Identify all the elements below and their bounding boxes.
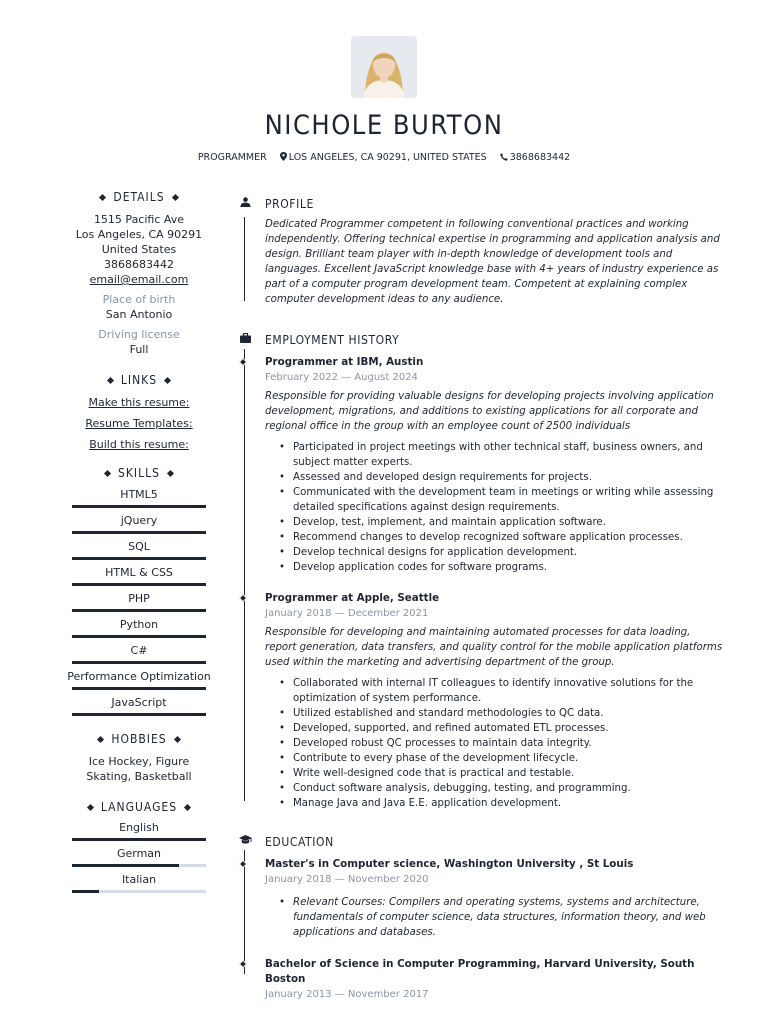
link-build-resume[interactable]: Build this resume: [89,438,189,451]
profile-photo [351,36,417,98]
skill-level-fill [72,635,206,638]
skill-item [64,614,214,640]
candidate-name: NICHOLE BURTON [264,110,504,141]
skill-level-bar [72,557,206,560]
profile-heading: PROFILE [265,195,724,213]
job-summary: Responsible for developing and maintaining automated processes for data loading, report generation, data transfers, and quality control for the mobile application platforms used within the marketing and advertising department of the group. [265,627,723,668]
briefcase-icon [234,333,256,343]
language-level-bar [72,864,206,867]
graduation-cap-icon [234,835,256,845]
skill-level-bar [72,713,206,716]
job-bullet: • Developed robust QC processes to maintain data integrity. [279,736,724,751]
location: LOS ANGELES, CA 90291, UNITED STATES [280,152,487,163]
sidebar [64,190,214,895]
diamond-icon [184,804,191,811]
skill-level-bar [72,687,206,690]
phone: 3868683442 [500,152,570,163]
skill-level-fill [72,505,206,508]
skill-level-fill [72,687,206,690]
job-bullet: • Participated in project meetings with other technical staff, business owners, and subject matter experts. [279,440,724,470]
job-bullet: • Develop, test, implement, and maintain application software. [279,515,724,530]
job-dates: February 2022 — August 2024 [265,372,418,383]
courses-list [279,895,724,940]
diamond-icon [172,194,179,201]
skill-level-fill [72,713,206,716]
skill-level-fill [72,661,206,664]
job-bullet: • Collaborated with internal IT colleagues to identify innovative solutions for the optimization of system performance. [279,676,724,706]
job-bullet: • Contribute to every phase of the development lifecycle. [279,751,724,766]
job-entry [265,355,724,575]
diamond-icon [107,377,114,384]
diamond-icon [99,194,106,201]
skill-level-bar [72,531,206,534]
skill-name: JavaScript [111,696,167,709]
skill-level-fill [72,609,206,612]
skill-level-bar [72,583,206,586]
link-make-resume[interactable]: Make this resume: [88,396,190,409]
skill-item [64,692,214,718]
job-bullet: • Manage Java and Java E.E. application development. [279,796,724,811]
email-link[interactable]: email@email.com [89,273,189,286]
skill-level-fill [72,531,206,534]
skill-item [64,666,214,692]
job-bullet: • Assessed and developed design requirements for projects. [279,470,724,485]
job-bullet: • Write well-designed code that is practical and testable. [279,766,724,781]
skill-item [64,588,214,614]
skills-list [64,484,214,718]
skills-heading: SKILLS [64,466,214,481]
phone-line: 3868683442 [104,258,174,271]
education-section [234,833,724,1002]
diamond-icon [174,736,181,743]
birth-value: San Antonio [105,308,173,321]
details-heading: DETAILS [64,190,214,205]
main-content [234,195,724,1002]
hobbies-text: Ice Hockey, Figure Skating, Basketball [86,755,192,783]
address-line: 1515 Pacific Ave [93,213,185,226]
degree-title: Master's in Computer science, Washington University , St Louis [265,857,724,872]
employment-heading: EMPLOYMENT HISTORY [265,331,724,349]
education-item [265,857,724,940]
skill-level-bar [72,661,206,664]
job-bullet: • Developed, supported, and refined automated ETL processes. [279,721,724,736]
language-level-fill [72,890,99,893]
profile-text: Dedicated Programmer competent in following conventional practices and working independently. Offering technical expertise in programming and application analysis and design. Brilliant team player with in-depth knowledge of development tools and languages. Excellent JavaScript knowledge base with 4+ years of industry experience as part of a computer program development team. Competent at explaining complex computer development ideas to any audience. [265,219,720,305]
language-item [64,869,214,895]
education-heading: EDUCATION [265,833,724,851]
languages-list [64,817,214,895]
skill-item [64,484,214,510]
job-bullet: • Develop technical designs for application development. [279,545,724,560]
timeline-dot [239,358,247,366]
license-label: Driving license [98,328,180,341]
skill-name: HTML5 [120,488,158,501]
employment-section [234,331,724,811]
job-dates: January 2018 — December 2021 [265,608,429,619]
skill-name: PHP [128,592,150,605]
job-bullet: • Utilized established and standard methodologies to QC data. [279,706,724,721]
timeline-dot [239,860,247,868]
job-bullet: • Develop application codes for software programs. [279,560,724,575]
language-name: English [119,821,159,834]
language-item [64,817,214,843]
skill-name: C# [130,644,148,657]
diamond-icon [104,470,111,477]
profile-section [234,195,724,307]
skill-level-bar [72,505,206,508]
skill-name: Python [119,618,159,631]
skill-item [64,536,214,562]
diamond-icon [167,470,174,477]
diamond-icon [97,736,104,743]
job-title: Programmer at Apple, Seattle [265,591,724,606]
skill-name: HTML & CSS [105,566,173,579]
person-icon [234,197,256,207]
job-bullet: • Communicated with the development team in meetings or writing while assessing detailed specifications against design requirements. [279,485,724,515]
languages-heading: LANGUAGES [64,800,214,815]
diamond-icon [87,804,94,811]
language-name: Italian [121,873,157,886]
language-level-bar [72,890,206,893]
skill-name: SQL [128,540,150,553]
job-entry [265,591,724,811]
skill-name: Performance Optimization [67,670,211,683]
skill-name: jQuery [120,514,158,527]
degree-dates: January 2018 — November 2020 [265,874,429,885]
links-heading: LINKS [64,373,214,388]
diamond-icon [164,377,171,384]
language-name: German [116,847,162,860]
courses-item: • Relevant Courses: Compilers and operating systems, systems and architecture, fundamentals of computer science, data structures, information theory, and web applications and databases. [279,895,724,940]
location-pin-icon [280,152,287,161]
degree-dates: January 2013 — November 2017 [265,989,429,1000]
education-item [265,957,724,1002]
language-level-fill [72,864,179,867]
skill-level-fill [72,557,206,560]
job-bullets [279,676,724,811]
language-item [64,843,214,869]
skill-level-bar [72,609,206,612]
degree-title: Bachelor of Science in Computer Programming, Harvard University, South Boston [265,957,724,987]
phone-icon [500,153,508,161]
job-title: Programmer at IBM, Austin [265,355,724,370]
skill-level-bar [72,635,206,638]
job-summary: Responsible for providing valuable designs for developing projects involving application development, migrations, and additions to existing applications for all corporate and regional office in the group with an employee count of 2500 individuals [265,391,714,432]
birth-label: Place of birth [102,293,176,306]
hobbies-heading: HOBBIES [64,732,214,747]
skill-level-fill [72,583,206,586]
jobs-list [265,355,724,811]
link-resume-templates[interactable]: Resume Templates: [85,417,193,430]
address-line: United States [101,243,177,256]
language-level-bar [72,838,206,841]
job-bullets [279,440,724,575]
contact-line [0,152,768,163]
skill-item [64,640,214,666]
license-value: Full [129,343,149,356]
skill-item [64,510,214,536]
job-bullet: • Conduct software analysis, debugging, testing, and programming. [279,781,724,796]
timeline-dot [239,960,247,968]
job-bullet: • Recommend changes to develop recognized software application processes. [279,530,724,545]
timeline-dot [239,594,247,602]
skill-item [64,562,214,588]
job-title: PROGRAMMER [197,152,267,163]
language-level-fill [72,838,206,841]
address-line: Los Angeles, CA 90291 [75,228,203,241]
